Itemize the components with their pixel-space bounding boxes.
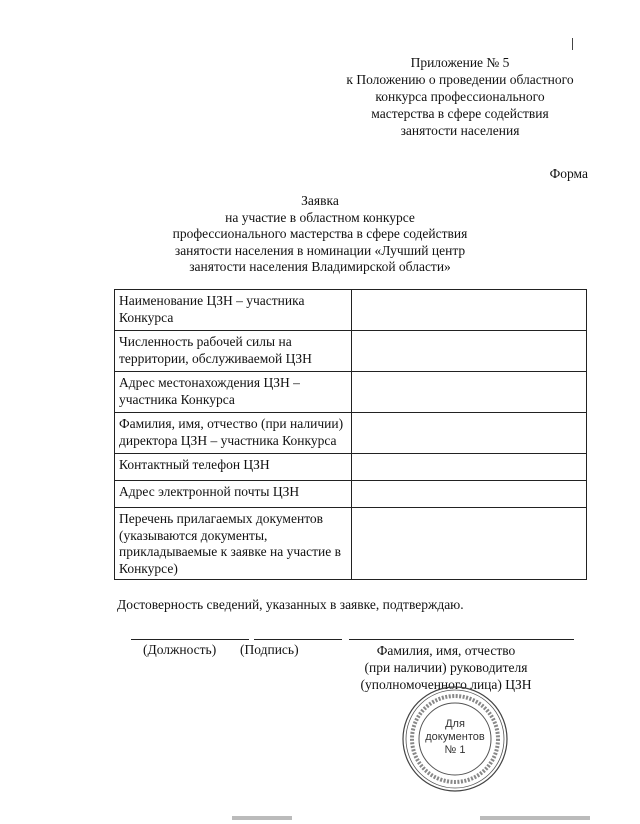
appendix-line: мастерства в сфере содействия: [371, 106, 549, 121]
table-row: [115, 331, 587, 372]
row-label: Фамилия, имя, отчество (при наличии) директора ЦЗН – участника Конкурса: [115, 413, 352, 454]
row-value-cell[interactable]: [352, 372, 587, 413]
scan-mark: [572, 38, 573, 50]
row-label: Адрес местонахождения ЦЗН – участника Конкурса: [115, 372, 352, 413]
row-value-cell[interactable]: [352, 454, 587, 481]
signature-label: (Подпись): [240, 642, 299, 657]
form-label: Форма: [549, 166, 588, 181]
row-label: Численность рабочей силы на территории, обслуживаемой ЦЗН: [115, 331, 352, 372]
position-label: (Должность): [143, 642, 217, 657]
appendix-line: к Положению о проведении областного: [346, 72, 574, 87]
row-value-cell[interactable]: [352, 481, 587, 508]
fio-line-text: (при наличии) руководителя: [364, 660, 528, 675]
fio-line-text: Фамилия, имя, отчество: [376, 643, 516, 658]
row-label: Наименование ЦЗН – участника Конкурса: [115, 290, 352, 331]
row-label: Перечень прилагаемых документов (указываются документы, прикладываемые к заявке на участие в Конкурсе): [115, 508, 352, 580]
appendix-line: занятости населения: [400, 123, 520, 138]
stamp-text: № 1: [444, 744, 466, 756]
table-row: [115, 508, 587, 580]
title-line: Заявка: [301, 193, 339, 208]
row-value-cell[interactable]: [352, 331, 587, 372]
scan-smudge: [232, 816, 292, 820]
signature-line: [254, 639, 342, 640]
row-value-cell[interactable]: [352, 413, 587, 454]
row-value-cell[interactable]: [352, 508, 587, 580]
application-table: [114, 289, 587, 580]
table-row: [115, 372, 587, 413]
scan-smudge: [480, 816, 590, 820]
title-line: на участие в областном конкурсе: [225, 209, 415, 225]
confirmation-text: Достоверность сведений, указанных в заявке, подтверждаю.: [117, 597, 464, 612]
table-row: [115, 290, 587, 331]
appendix-header: [300, 54, 620, 139]
appendix-line: конкурса профессионального: [375, 89, 545, 104]
row-value-cell[interactable]: [352, 290, 587, 331]
stamp-text: Для: [445, 718, 465, 730]
official-stamp: [400, 684, 510, 794]
appendix-line: Приложение № 5: [410, 55, 510, 70]
stamp-text: документов: [425, 731, 485, 743]
row-label: Адрес электронной почты ЦЗН: [115, 481, 352, 508]
fio-line-text: (уполномоченного лица) ЦЗН: [360, 677, 532, 692]
title-line: занятости населения в номинации «Лучший центр: [174, 242, 466, 258]
title-line: профессионального мастерства в сфере содействия: [172, 226, 468, 241]
row-label: Контактный телефон ЦЗН: [115, 454, 352, 481]
table-row: [115, 413, 587, 454]
position-line: [131, 639, 249, 640]
table-row: [115, 454, 587, 481]
fio-line: [349, 639, 574, 640]
table-row: [115, 481, 587, 508]
title-line: занятости населения Владимирской области»: [189, 259, 451, 274]
document-title: [150, 193, 490, 276]
